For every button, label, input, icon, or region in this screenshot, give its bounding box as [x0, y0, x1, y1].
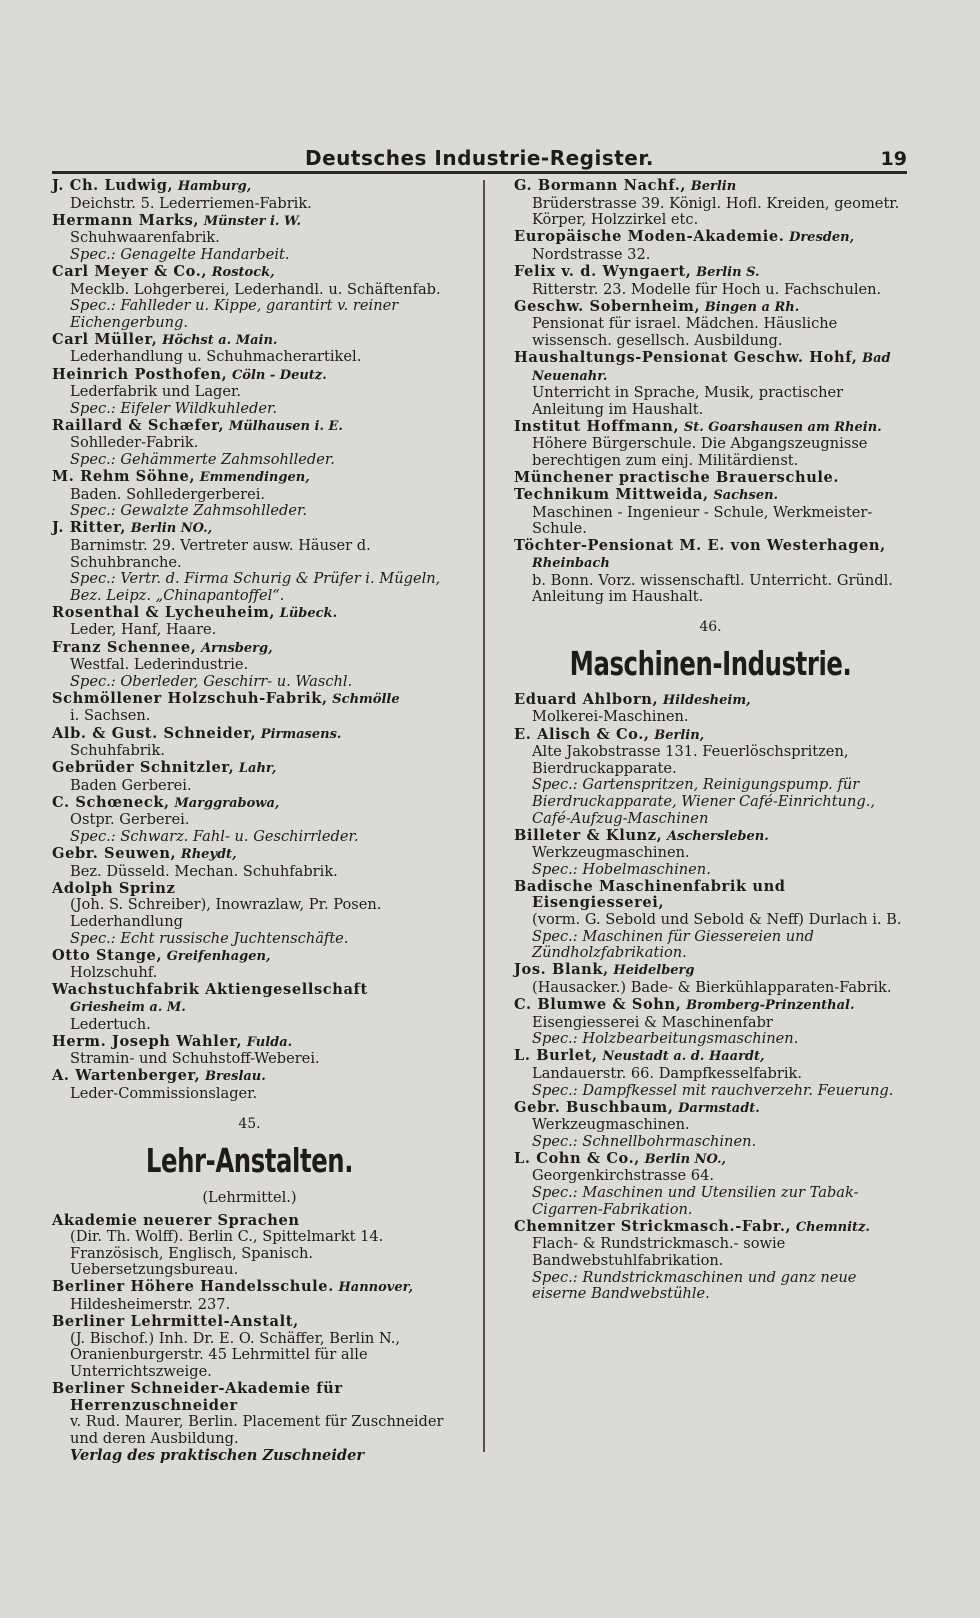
firm-place: Hildesheim, [662, 692, 751, 708]
directory-entry [52, 520, 447, 604]
directory-entry [52, 1034, 447, 1068]
entry-specialty: Spec.: Hobelmaschinen. [532, 860, 711, 878]
firm-name: Töchter-Pensionat M. E. von Westerhagen, [514, 537, 886, 555]
entry-specialty: Spec.: Echt russische Juchtenschäfte. [70, 929, 349, 947]
firm-place: Rheydt, [180, 847, 237, 863]
left-entries-section-45 [52, 1213, 447, 1448]
header-rule [52, 171, 907, 174]
firm-place: Rostock, [211, 264, 275, 280]
entry-description: b. Bonn. Vorz. wissenschaftl. Unterricht. Gründl. Anleitung im Haushalt. [532, 571, 893, 606]
entry-heading [52, 213, 447, 231]
firm-place: Bad Neuenahr. [532, 350, 891, 384]
directory-entry [52, 605, 447, 639]
entry-heading [514, 264, 907, 282]
entry-heading [52, 1213, 447, 1230]
directory-entry [52, 640, 447, 691]
entry-description: Maschinen - Ingenieur - Schule, Werkmeister-Schule. [532, 503, 873, 538]
entry-description: Schuhfabrik. [70, 742, 165, 760]
entry-description: Baden. Sohlledergerberei. [70, 485, 266, 503]
entry-heading [52, 881, 447, 898]
entry-heading [514, 350, 907, 385]
directory-entry [514, 299, 907, 350]
firm-place: Heidelberg [613, 963, 695, 979]
firm-name: Billeter & Klunz, [514, 826, 663, 844]
directory-entry [52, 846, 447, 880]
entry-specialty: Spec.: Gartenspritzen, Reinigungspump. für Bierdruckapparate, Wiener Café-Einrichtung., Café-Aufzug-Maschinen [532, 776, 876, 827]
entry-description: Ritterstr. 23. Modelle für Hoch u. Fachschulen. [532, 280, 882, 298]
entry-heading [514, 962, 907, 980]
entry-heading [514, 1048, 907, 1066]
firm-name: Hermann Marks, [52, 211, 200, 229]
directory-entry [52, 1279, 447, 1313]
directory-entry [514, 178, 907, 229]
entry-description: i. Sachsen. [70, 707, 151, 725]
directory-entry [514, 487, 907, 538]
right-entries-section-46 [514, 692, 907, 1303]
entry-description: Molkerei-Maschinen. [532, 708, 689, 726]
entry-description: Werkzeugmaschinen. [532, 1116, 690, 1134]
entry-heading [52, 846, 447, 864]
firm-place: Lahr, [238, 761, 277, 777]
entry-description: Barnimstr. 29. Vertreter ausw. Häuser d. Schuhbranche. [70, 536, 371, 571]
entry-heading [52, 640, 447, 658]
entry-heading [514, 997, 907, 1015]
entry-description: Werkzeugmaschinen. [532, 844, 690, 862]
entry-description: Stramin- und Schuhstoff-Weberei. [70, 1050, 320, 1068]
entry-specialty: Spec.: Genagelte Handarbeit. [70, 245, 290, 263]
directory-entry [514, 1151, 907, 1218]
directory-entry [52, 948, 447, 982]
firm-place: Berlin, [654, 727, 705, 743]
entry-description: Baden Gerberei. [70, 776, 192, 794]
entry-heading [52, 982, 447, 1016]
directory-entry [514, 350, 907, 418]
column-divider [483, 180, 485, 1452]
entry-specialty: Spec.: Schwarz. Fahl- u. Geschirrleder. [70, 828, 359, 846]
directory-entry [52, 178, 447, 212]
entry-description: Bez. Düsseld. Mechan. Schuhfabrik. [70, 862, 338, 880]
firm-place: Mülhausen i. E. [228, 418, 343, 434]
closing-line: Verlag des praktischen Zuschneider [70, 1446, 365, 1464]
firm-name: A. Wartenberger, [52, 1067, 201, 1085]
entry-description: (Dir. Th. Wolff). Berlin C., Spittelmarkt 14. Französisch, Englisch, Spanisch. Uebersetzungsbureau. [70, 1228, 384, 1279]
entry-heading [52, 948, 447, 966]
entry-heading [52, 469, 447, 487]
firm-name: Raillard & Schæfer, [52, 416, 225, 434]
firm-name: Schmöllener Holzschuh-Fabrik, [52, 689, 328, 707]
entry-heading [514, 538, 907, 572]
directory-entry [52, 469, 447, 520]
entry-description: Lederfabrik und Lager. [70, 383, 242, 401]
firm-place: Fulda. [246, 1034, 293, 1050]
entry-heading [52, 795, 447, 813]
entry-heading [52, 1314, 447, 1331]
entry-description: (vorm. G. Sebold und Sebold & Neff) Durlach i. B. [532, 911, 902, 929]
entry-heading [514, 828, 907, 846]
firm-place: Hannover, [338, 1280, 414, 1296]
firm-name: J. Ritter, [52, 519, 127, 537]
firm-place: Griesheim a. M. [70, 1000, 186, 1015]
firm-name: Franz Schennee, [52, 638, 197, 656]
firm-place: St. Goarshausen am Rhein. [683, 419, 882, 435]
entry-heading [52, 605, 447, 623]
entry-heading [52, 264, 447, 282]
firm-name: Carl Meyer & Co., [52, 262, 208, 280]
firm-place: Marggrabowa, [174, 795, 280, 811]
entry-heading [514, 419, 907, 437]
entry-heading [52, 1034, 447, 1052]
firm-name: Jos. Blank, [514, 961, 609, 979]
entry-heading [514, 1151, 907, 1169]
entry-description: v. Rud. Maurer, Berlin. Placement für Zuschneider und deren Ausbildung. [70, 1413, 444, 1447]
firm-name: L. Cohn & Co., [514, 1149, 640, 1167]
entry-heading [52, 760, 447, 778]
directory-entry [514, 1219, 907, 1303]
entry-description: Unterricht in Sprache, Musik, practischer Anleitung im Haushalt. [532, 384, 844, 418]
firm-place: Bromberg-Prinzenthal. [686, 998, 855, 1014]
directory-entry [514, 1100, 907, 1151]
section-number: 45. [238, 1115, 261, 1132]
entry-heading [514, 178, 907, 196]
firm-place: Emmendingen, [199, 470, 310, 486]
entry-description: Mecklb. Lohgerberei, Lederhandl. u. Schäftenfab. [70, 280, 441, 298]
entry-specialty: Spec.: Rundstrickmaschinen und ganz neue eiserne Bandwebstühle. [532, 1268, 857, 1303]
firm-place: Bingen a Rh. [704, 299, 800, 315]
entry-description: Leder-Commissionslager. [70, 1084, 258, 1102]
entry-heading [514, 299, 907, 317]
entry-description: Lederhandlung u. Schuhmacherartikel. [70, 348, 362, 366]
firm-name: Eduard Ahlborn, [514, 690, 659, 708]
entry-description: Landauerstr. 66. Dampfkesselfabrik. [532, 1064, 803, 1082]
directory-entry [514, 997, 907, 1048]
page-header [52, 146, 907, 172]
entry-description: (Joh. S. Schreiber), Inowrazlaw, Pr. Posen. Lederhandlung [70, 896, 382, 931]
firm-place: Berlin [690, 179, 737, 194]
firm-place: Neustadt a. d. Haardt, [602, 1049, 765, 1065]
firm-place: Berlin NO., [130, 521, 213, 537]
directory-entry [52, 760, 447, 794]
section-subtitle: (Lehrmittel.) [202, 1188, 297, 1206]
directory-entry [514, 727, 907, 828]
entry-description: Ledertuch. [70, 1015, 151, 1033]
entry-heading [52, 520, 447, 538]
firm-place: Höchst a. Main. [162, 332, 278, 348]
directory-entry [52, 881, 447, 947]
entry-heading [514, 487, 907, 505]
directory-entry [514, 962, 907, 996]
directory-entry [52, 367, 447, 418]
right-entries-top [514, 178, 907, 606]
directory-entry [52, 726, 447, 760]
firm-place: Greifenhagen, [166, 948, 271, 964]
firm-place: Sachsen. [713, 488, 779, 504]
entry-description: Holzschuhf. [70, 964, 158, 982]
firm-name: Berliner Schneider-Akademie für Herrenzuschneider [52, 1380, 343, 1414]
directory-entry [514, 470, 907, 487]
firm-name: Adolph Sprinz [52, 879, 176, 897]
entry-description: (J. Bischof.) Inh. Dr. E. O. Schäffer, Berlin N., Oranienburgerstr. 45 Lehrmittel für alle Unterrichtszweige. [70, 1329, 401, 1380]
directory-entry [514, 229, 907, 263]
entry-heading [514, 727, 907, 745]
firm-place: Darmstadt. [678, 1100, 760, 1116]
firm-name: Gebrüder Schnitzler, [52, 759, 235, 777]
directory-entry [514, 692, 907, 726]
firm-name: Gebr. Buschbaum, [514, 1098, 674, 1116]
section-title: Maschinen-Industrie. [569, 643, 852, 683]
firm-name: Akademie neuerer Sprachen [52, 1211, 300, 1229]
entry-description: Westfal. Lederindustrie. [70, 656, 249, 674]
directory-entry [52, 795, 447, 846]
firm-name: C. Blumwe & Sohn, [514, 996, 682, 1014]
entry-description: Ostpr. Gerberei. [70, 811, 190, 829]
directory-entry [52, 1381, 447, 1447]
firm-place: Münster i. W. [203, 213, 302, 229]
entry-description: Alte Jakobstrasse 131. Feuerlöschspritzen, Bierdruckapparate. [532, 743, 849, 777]
entry-heading [52, 332, 447, 350]
entry-heading [514, 1219, 907, 1237]
firm-place: Berlin NO., [644, 1151, 727, 1167]
entry-specialty: Spec.: Dampfkessel mit rauchverzehr. Feuerung. [532, 1081, 894, 1099]
entry-heading [52, 367, 447, 385]
firm-name: Institut Hoffmann, [514, 417, 680, 435]
entry-heading [52, 691, 447, 709]
firm-place: Pirmasens. [260, 726, 342, 742]
firm-name: Wachstuchfabrik Aktiengesellschaft [52, 981, 368, 999]
entry-specialty: Spec.: Fahlleder u. Kippe, garantirt v. reiner Eichengerbung. [70, 297, 399, 331]
firm-name: Berliner Lehrmittel-Anstalt, [52, 1313, 299, 1331]
directory-entry [514, 828, 907, 879]
right-column [514, 178, 907, 1303]
entry-description: Nordstrasse 32. [532, 245, 651, 263]
directory-entry [52, 264, 447, 331]
directory-entry [52, 1068, 447, 1102]
entry-specialty: Spec.: Vertr. d. Firma Schurig & Prüfer i. Mügeln, Bez. Leipz. „Chinapantoffel“. [70, 570, 441, 604]
directory-entry [514, 264, 907, 298]
firm-name: Badische Maschinenfabrik und Eisengiesserei, [514, 877, 786, 912]
firm-place: Breslau. [205, 1069, 266, 1085]
entry-specialty: Spec.: Schnellbohrmaschinen. [532, 1132, 757, 1150]
entry-heading [52, 1068, 447, 1086]
firm-name: Gebr. Seuwen, [52, 845, 177, 863]
section-number: 46. [699, 618, 722, 635]
entry-description: Pensionat für israel. Mädchen. Häusliche wissensch. gesellsch. Ausbildung. [532, 315, 838, 349]
firm-place: Berlin S. [696, 264, 760, 280]
directory-entry [52, 982, 447, 1033]
firm-place: Aschersleben. [666, 828, 769, 844]
firm-place: Dresden, [789, 230, 855, 246]
entry-heading [514, 229, 907, 247]
entry-heading [52, 1279, 447, 1297]
entry-description: Sohlleder-Fabrik. [70, 434, 199, 452]
entry-description: Leder, Hanf, Haare. [70, 621, 217, 639]
firm-name: Herm. Joseph Wahler, [52, 1032, 243, 1050]
left-column [52, 178, 447, 1465]
entry-description: Deichstr. 5. Lederriemen-Fabrik. [70, 194, 312, 212]
firm-place: Rheinbach [532, 556, 610, 572]
directory-entry [514, 1048, 907, 1099]
page-title: Deutsches Industrie-Register. [305, 146, 654, 170]
firm-name: Geschw. Sobernheim, [514, 297, 701, 315]
entry-description: (Hausacker.) Bade- & Bierkühlapparaten-Fabrik. [532, 978, 892, 996]
page-number: 19 [880, 148, 907, 170]
firm-name: J. Ch. Ludwig, [52, 177, 174, 194]
directory-entry [52, 691, 447, 725]
entry-description: Höhere Bürgerschule. Die Abgangszeugnisse berechtigen zum einj. Militärdienst. [532, 435, 868, 469]
firm-place: Schmölle [332, 691, 400, 707]
firm-place: Arnsberg, [201, 640, 273, 656]
directory-entry [514, 879, 907, 962]
firm-name: L. Burlet, [514, 1047, 598, 1065]
firm-name: Münchener practische Brauerschule. [514, 469, 840, 487]
firm-name: C. Schœneck, [52, 793, 170, 811]
firm-name: E. Alisch & Co., [514, 725, 650, 743]
firm-name: Alb. & Gust. Schneider, [52, 724, 257, 742]
directory-entry [52, 1213, 447, 1279]
entry-heading [52, 418, 447, 436]
entry-description: Georgenkirchstrasse 64. [532, 1167, 714, 1185]
firm-place: Lübeck. [279, 605, 338, 621]
section-title: Lehr-Anstalten. [145, 1140, 354, 1180]
entry-description: Brüderstrasse 39. Königl. Hofl. Kreiden, geometr. Körper, Holzzirkel etc. [532, 194, 900, 229]
firm-name: Berliner Höhere Handelsschule. [52, 1278, 334, 1296]
entry-description: Schuhwaarenfabrik. [70, 229, 220, 247]
firm-name: Chemnitzer Strickmasch.-Fabr., [514, 1217, 792, 1235]
entry-specialty: Spec.: Maschinen für Giessereien und Zündholzfabrikation. [532, 927, 814, 962]
entry-description: Flach- & Rundstrickmasch.- sowie Bandwebstuhlfabrikation. [532, 1235, 786, 1269]
directory-entry [514, 538, 907, 605]
firm-name: Heinrich Posthofen, [52, 365, 228, 383]
entry-specialty: Spec.: Maschinen und Utensilien zur Tabak-Cigarren-Fabrikation. [532, 1184, 859, 1218]
directory-entry [52, 1314, 447, 1380]
entry-description: Eisengiesserei & Maschinenfabr [532, 1013, 773, 1031]
entry-heading [514, 692, 907, 710]
firm-place: Hamburg, [177, 179, 252, 194]
firm-name: G. Bormann Nachf., [514, 177, 687, 194]
firm-name: Felix v. d. Wyngaert, [514, 262, 692, 280]
directory-entry [52, 213, 447, 264]
directory-entry [514, 419, 907, 470]
entry-specialty: Spec.: Gewalzte Zahmsohlleder. [70, 502, 308, 520]
entry-specialty: Spec.: Gehämmerte Zahmsohlleder. [70, 451, 335, 468]
firm-name: Rosenthal & Lycheuheim, [52, 603, 276, 621]
entry-specialty: Spec.: Oberleder, Geschirr- u. Waschl. [70, 672, 353, 690]
firm-name: M. Rehm Söhne, [52, 468, 196, 486]
left-entries-top [52, 178, 447, 1103]
entry-heading [52, 1381, 447, 1414]
firm-name: Europäische Moden-Akademie. [514, 228, 785, 246]
entry-heading [52, 726, 447, 744]
entry-heading [514, 1100, 907, 1118]
firm-name: Technikum Mittweida, [514, 486, 709, 504]
directory-entry [52, 418, 447, 469]
firm-place: Cöln - Deutz. [231, 367, 327, 383]
firm-place: Chemnitz. [795, 1219, 870, 1235]
firm-name: Otto Stange, [52, 946, 163, 964]
entry-heading [514, 879, 907, 912]
firm-name: Haushaltungs-Pensionat Geschw. Hohf, [514, 348, 858, 366]
entry-heading [514, 470, 907, 487]
directory-entry [52, 332, 447, 366]
entry-description: Hildesheimerstr. 237. [70, 1296, 231, 1314]
entry-specialty: Spec.: Holzbearbeitungsmaschinen. [532, 1030, 799, 1048]
entry-heading [52, 178, 447, 196]
entry-specialty: Spec.: Eifeler Wildkuhleder. [70, 399, 277, 417]
firm-name: Carl Müller, [52, 330, 158, 348]
